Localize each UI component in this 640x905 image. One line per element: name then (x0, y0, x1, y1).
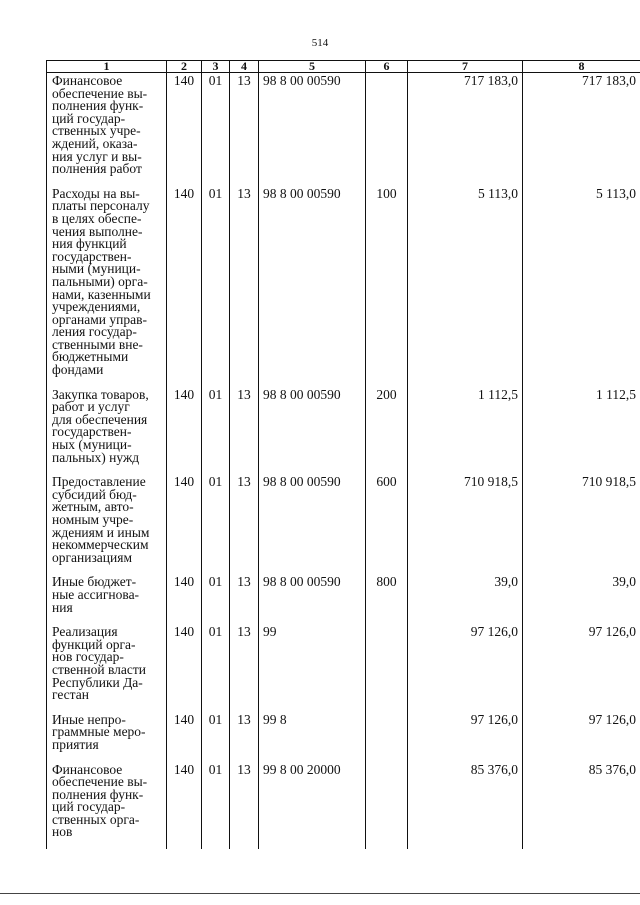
cell-section: 01 (202, 712, 230, 762)
header-col-8: 8 (523, 61, 640, 73)
cell-expense-type: 600 (366, 474, 408, 574)
cell-amount-a: 1 112,5 (408, 387, 523, 475)
cell-target-article: 99 8 00 20000 (259, 762, 366, 850)
cell-admin-code: 140 (167, 574, 202, 624)
item-name-line: субсидий бюд- (52, 486, 137, 502)
cell-amount-b: 39,0 (523, 574, 640, 624)
item-name-line: ные ассигнова- (52, 586, 140, 602)
item-name-line: нов (52, 824, 73, 840)
cell-section: 01 (202, 474, 230, 574)
item-name-line: в целях обеспе- (52, 210, 142, 226)
table-row (47, 712, 640, 762)
cell-amount-b: 5 113,0 (523, 186, 640, 387)
table-body (47, 73, 640, 850)
cell-item-name (47, 186, 167, 387)
item-name-line: Финансовое (52, 73, 123, 88)
cell-expense-type: 100 (366, 186, 408, 387)
item-name-line: Республики Да- (52, 674, 143, 690)
cell-amount-b: 85 376,0 (523, 762, 640, 850)
item-name-line: граммные меро- (52, 724, 146, 740)
item-name-line: нами, казенными (52, 286, 151, 302)
cell-section: 01 (202, 574, 230, 624)
item-name-line: организациям (52, 549, 133, 565)
item-name-line: Закупка товаров, (52, 386, 149, 402)
item-name-line: ждениям и иным (52, 524, 150, 540)
header-col-2: 2 (167, 61, 202, 73)
cell-target-article: 99 (259, 624, 366, 712)
item-name-line: ния функций (52, 236, 127, 252)
cell-subsection: 13 (230, 186, 259, 387)
item-name-line: приятия (52, 736, 99, 752)
item-name-line: Реализация (52, 624, 118, 640)
cell-amount-a: 97 126,0 (408, 712, 523, 762)
item-name-line: ждений, оказа- (52, 135, 138, 151)
cell-amount-a: 717 183,0 (408, 73, 523, 186)
item-name-line: гестан (52, 687, 89, 703)
item-name-line: пальными) орга- (52, 273, 148, 289)
header-col-4: 4 (230, 61, 259, 73)
cell-subsection: 13 (230, 387, 259, 475)
cell-subsection: 13 (230, 712, 259, 762)
item-name-line: ственными вне- (52, 336, 143, 352)
item-name-line: пальных) нужд (52, 449, 140, 465)
cell-admin-code: 140 (167, 624, 202, 712)
cell-expense-type (366, 712, 408, 762)
item-name-line: органами управ- (52, 311, 147, 327)
cell-admin-code: 140 (167, 73, 202, 186)
item-name-line: ния (52, 599, 73, 615)
item-name-line: ций государ- (52, 799, 126, 815)
header-col-5: 5 (259, 61, 366, 73)
cell-item-name (47, 73, 167, 186)
cell-subsection: 13 (230, 762, 259, 850)
item-name-line: чения выполне- (52, 223, 143, 239)
cell-amount-b: 1 112,5 (523, 387, 640, 475)
item-name-line: платы персоналу (52, 198, 150, 214)
header-col-1: 1 (47, 61, 167, 73)
item-name-line: ных (муници- (52, 437, 132, 453)
cell-expense-type (366, 762, 408, 850)
cell-amount-a: 97 126,0 (408, 624, 523, 712)
item-name-line: ственной власти (52, 661, 147, 677)
item-name-line: обеспечение вы- (52, 85, 148, 101)
cell-item-name (47, 574, 167, 624)
item-name-line: полнения функ- (52, 786, 144, 802)
cell-expense-type: 800 (366, 574, 408, 624)
cell-item-name (47, 624, 167, 712)
cell-item-name (47, 712, 167, 762)
item-name-line: полнения функ- (52, 98, 144, 114)
item-name-line: ственных учре- (52, 123, 141, 139)
item-name-line: Финансовое (52, 761, 123, 777)
cell-subsection: 13 (230, 574, 259, 624)
cell-target-article: 98 8 00 00590 (259, 387, 366, 475)
cell-admin-code: 140 (167, 474, 202, 574)
page-number: 514 (311, 37, 329, 49)
item-name-line: обеспечение вы- (52, 774, 148, 790)
item-name-line: бюджетными (52, 349, 129, 365)
item-name-line: нов государ- (52, 649, 124, 665)
cell-item-name (47, 762, 167, 850)
table-row (47, 387, 640, 475)
cell-expense-type (366, 624, 408, 712)
item-name-line: государствен- (52, 424, 132, 440)
cell-subsection: 13 (230, 73, 259, 186)
item-name-line: Иные непро- (52, 711, 126, 727)
cell-amount-b: 97 126,0 (523, 624, 640, 712)
cell-target-article: 98 8 00 00590 (259, 73, 366, 186)
item-name-line: для обеспечения (52, 411, 148, 427)
table-row (47, 73, 640, 186)
item-name-line: ления государ- (52, 324, 137, 340)
cell-expense-type: 200 (366, 387, 408, 475)
header-col-3: 3 (202, 61, 230, 73)
cell-amount-a: 5 113,0 (408, 186, 523, 387)
item-name-line: функций орга- (52, 636, 136, 652)
item-name-line: работ и услуг (52, 399, 130, 415)
item-name-line: некоммерческим (52, 537, 149, 553)
cell-amount-a: 85 376,0 (408, 762, 523, 850)
item-name-line: полнения работ (52, 161, 142, 177)
cell-subsection: 13 (230, 624, 259, 712)
item-name-line: Иные бюджет- (52, 574, 137, 590)
cell-target-article: 98 8 00 00590 (259, 574, 366, 624)
cell-section: 01 (202, 762, 230, 850)
cell-amount-b: 97 126,0 (523, 712, 640, 762)
item-name-line: государствен- (52, 248, 132, 264)
cell-item-name (47, 387, 167, 475)
cell-section: 01 (202, 73, 230, 186)
cell-target-article: 99 8 (259, 712, 366, 762)
cell-section: 01 (202, 624, 230, 712)
cell-amount-b: 710 918,5 (523, 474, 640, 574)
cell-target-article: 98 8 00 00590 (259, 186, 366, 387)
cell-expense-type (366, 73, 408, 186)
cell-admin-code: 140 (167, 387, 202, 475)
cell-section: 01 (202, 387, 230, 475)
item-name-line: учреждениями, (52, 299, 141, 315)
table-row (47, 762, 640, 850)
table-row (47, 474, 640, 574)
table-row (47, 574, 640, 624)
cell-amount-a: 710 918,5 (408, 474, 523, 574)
table-header-row (47, 61, 640, 73)
cell-admin-code: 140 (167, 762, 202, 850)
item-name-line: жетным, авто- (52, 499, 134, 515)
item-name-line: ций государ- (52, 110, 126, 126)
budget-table (46, 60, 640, 849)
cell-admin-code: 140 (167, 712, 202, 762)
cell-amount-b: 717 183,0 (523, 73, 640, 186)
cell-subsection: 13 (230, 474, 259, 574)
item-name-line: ния услуг и вы- (52, 148, 142, 164)
item-name-line: Расходы на вы- (52, 185, 140, 201)
cell-section: 01 (202, 186, 230, 387)
bottom-rule (0, 893, 640, 894)
cell-admin-code: 140 (167, 186, 202, 387)
item-name-line: фондами (52, 362, 104, 378)
cell-amount-a: 39,0 (408, 574, 523, 624)
cell-item-name (47, 474, 167, 574)
table-row (47, 624, 640, 712)
table-row (47, 186, 640, 387)
item-name-line: ными (муници- (52, 261, 141, 277)
item-name-line: номным учре- (52, 512, 134, 527)
header-col-6: 6 (366, 61, 408, 73)
cell-target-article: 98 8 00 00590 (259, 474, 366, 574)
header-col-7: 7 (408, 61, 523, 73)
item-name-line: ственных орга- (52, 811, 140, 827)
item-name-line: Предоставление (52, 474, 146, 490)
